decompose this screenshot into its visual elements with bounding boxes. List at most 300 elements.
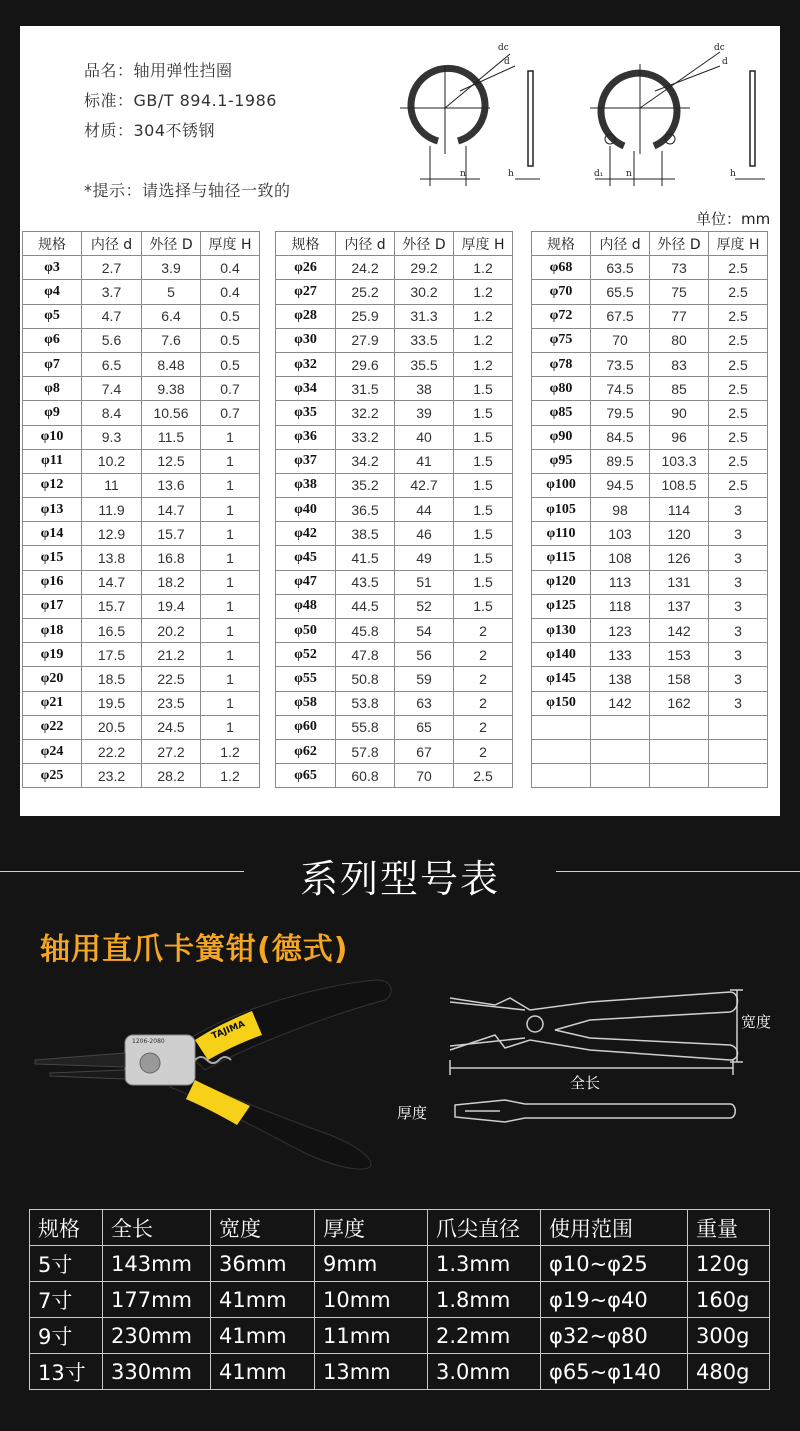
spec-value-cell: 41	[395, 449, 454, 473]
spec-value-cell: 47.8	[336, 643, 395, 667]
thickness-label: 厚度	[397, 1104, 428, 1122]
models-cell: 230mm	[103, 1318, 211, 1354]
spec-value-cell: 0.5	[201, 304, 260, 328]
spec-value-cell: 138	[591, 667, 650, 691]
spec-value-cell: 3	[709, 546, 768, 570]
spec-row	[23, 377, 768, 401]
column-gap	[513, 522, 532, 546]
plier-dimension-drawing	[395, 980, 785, 1140]
spec-value-cell: 162	[650, 691, 709, 715]
models-cell: 9寸	[30, 1318, 103, 1354]
spec-value-cell: 1.2	[454, 328, 513, 352]
column-gap	[260, 522, 276, 546]
spec-value-cell: 24.5	[142, 715, 201, 739]
spec-value-cell: 44	[395, 498, 454, 522]
spec-value-cell: 2.5	[709, 304, 768, 328]
spec-row	[23, 304, 768, 328]
column-gap	[513, 715, 532, 739]
spec-size-cell: φ37	[276, 449, 336, 473]
spec-size-cell: φ130	[532, 619, 591, 643]
spec-size-cell	[532, 739, 591, 763]
spec-value-cell: 94.5	[591, 473, 650, 497]
models-cell: 9mm	[315, 1246, 428, 1282]
spec-value-cell: 11	[82, 473, 142, 497]
models-cell: 11mm	[315, 1318, 428, 1354]
spec-size-cell: φ58	[276, 691, 336, 715]
spec-value-cell: 1.5	[454, 546, 513, 570]
column-gap	[513, 739, 532, 763]
spec-size-cell: φ50	[276, 619, 336, 643]
spec-value-cell: 3	[709, 667, 768, 691]
spec-value-cell: 33.2	[336, 425, 395, 449]
spec-header-cell: 内径 d	[591, 232, 650, 256]
spec-row	[23, 546, 768, 570]
models-cell: φ65~φ140	[541, 1354, 688, 1390]
spec-value-cell: 2	[454, 619, 513, 643]
spec-size-cell: φ3	[23, 256, 82, 280]
spec-value-cell: 41.5	[336, 546, 395, 570]
column-gap	[260, 449, 276, 473]
spec-value-cell: 50.8	[336, 667, 395, 691]
spec-value-cell: 56	[395, 643, 454, 667]
spec-size-cell: φ115	[532, 546, 591, 570]
circlip-diagram-lug	[580, 36, 770, 201]
spec-size-cell: φ125	[532, 594, 591, 618]
spec-value-cell: 0.4	[201, 256, 260, 280]
spec-value-cell: 3.9	[142, 256, 201, 280]
spec-value-cell: 9.38	[142, 377, 201, 401]
spec-value-cell: 108	[591, 546, 650, 570]
models-cell: 36mm	[211, 1246, 315, 1282]
spec-size-cell	[532, 764, 591, 788]
models-cell: 7寸	[30, 1282, 103, 1318]
spec-size-cell: φ15	[23, 546, 82, 570]
spec-size-cell: φ9	[23, 401, 82, 425]
spec-value-cell: 2.5	[454, 764, 513, 788]
spec-row	[23, 352, 768, 376]
spec-value-cell: 16.5	[82, 619, 142, 643]
spec-value-cell: 23.2	[82, 764, 142, 788]
spec-value-cell: 103.3	[650, 449, 709, 473]
column-gap	[513, 667, 532, 691]
spec-size-cell: φ95	[532, 449, 591, 473]
spec-value-cell: 1.2	[454, 352, 513, 376]
spec-value-cell: 15.7	[82, 594, 142, 618]
models-row	[30, 1318, 770, 1354]
spec-header-cell: 内径 d	[336, 232, 395, 256]
label-h: h	[508, 169, 514, 179]
spec-value-cell: 7.4	[82, 377, 142, 401]
spec-size-cell: φ27	[276, 280, 336, 304]
models-header-cell: 全长	[103, 1210, 211, 1246]
label-dc: dc	[714, 43, 725, 53]
spec-size-cell: φ5	[23, 304, 82, 328]
column-gap	[260, 328, 276, 352]
models-header-cell: 规格	[30, 1210, 103, 1246]
spec-value-cell: 19.5	[82, 691, 142, 715]
spec-value-cell: 12.5	[142, 449, 201, 473]
spec-size-cell: φ16	[23, 570, 82, 594]
spec-value-cell: 2.5	[709, 401, 768, 425]
models-cell: 330mm	[103, 1354, 211, 1390]
spec-value-cell	[650, 764, 709, 788]
column-gap	[513, 449, 532, 473]
spec-header-cell: 厚度 H	[454, 232, 513, 256]
spec-value-cell: 5.6	[82, 328, 142, 352]
spec-size-cell: φ14	[23, 522, 82, 546]
spec-value-cell: 1	[201, 619, 260, 643]
spec-value-cell: 89.5	[591, 449, 650, 473]
spec-value-cell: 1	[201, 715, 260, 739]
label-d: d	[504, 57, 510, 67]
spec-value-cell: 1.5	[454, 401, 513, 425]
spec-value-cell: 43.5	[336, 570, 395, 594]
spec-value-cell: 16.8	[142, 546, 201, 570]
column-gap	[260, 619, 276, 643]
spec-value-cell: 1.2	[454, 304, 513, 328]
spec-value-cell: 1.5	[454, 570, 513, 594]
column-gap	[513, 256, 532, 280]
spec-value-cell: 77	[650, 304, 709, 328]
column-gap	[260, 377, 276, 401]
spec-value-cell: 0.4	[201, 280, 260, 304]
spec-value-cell: 39	[395, 401, 454, 425]
spec-value-cell: 15.7	[142, 522, 201, 546]
spec-value-cell: 55.8	[336, 715, 395, 739]
spec-value-cell	[709, 739, 768, 763]
length-label: 全长	[570, 1074, 601, 1092]
spec-value-cell: 18.2	[142, 570, 201, 594]
spec-size-cell: φ30	[276, 328, 336, 352]
spec-value-cell	[709, 715, 768, 739]
spec-size-cell: φ13	[23, 498, 82, 522]
unit-label: 单位：mm	[696, 210, 771, 228]
models-cell: φ32~φ80	[541, 1318, 688, 1354]
spec-value-cell: 11.5	[142, 425, 201, 449]
column-gap	[260, 232, 276, 256]
spec-value-cell: 4.7	[82, 304, 142, 328]
spec-value-cell: 11.9	[82, 498, 142, 522]
label-d: d	[722, 57, 728, 67]
spec-value-cell: 75	[650, 280, 709, 304]
column-gap	[260, 691, 276, 715]
spec-value-cell: 80	[650, 328, 709, 352]
spec-value-cell: 158	[650, 667, 709, 691]
spec-value-cell	[709, 764, 768, 788]
models-cell: 41mm	[211, 1354, 315, 1390]
section-title: 系列型号表	[299, 857, 500, 901]
spec-value-cell: 3	[709, 691, 768, 715]
spec-size-cell	[532, 715, 591, 739]
column-gap	[260, 352, 276, 376]
spec-value-cell: 1.5	[454, 377, 513, 401]
column-gap	[513, 425, 532, 449]
spec-value-cell: 73.5	[591, 352, 650, 376]
models-cell: 2.2mm	[428, 1318, 541, 1354]
spec-value-cell: 3	[709, 570, 768, 594]
spec-panel	[20, 26, 780, 816]
spec-value-cell: 59	[395, 667, 454, 691]
spec-value-cell: 1	[201, 522, 260, 546]
spec-value-cell	[650, 739, 709, 763]
spec-value-cell: 74.5	[591, 377, 650, 401]
column-gap	[513, 352, 532, 376]
spec-size-cell: φ26	[276, 256, 336, 280]
column-gap	[513, 570, 532, 594]
spec-value-cell: 46	[395, 522, 454, 546]
spec-value-cell: 19.4	[142, 594, 201, 618]
spec-value-cell: 2.5	[709, 449, 768, 473]
spec-value-cell: 1.2	[454, 280, 513, 304]
spec-value-cell: 142	[591, 691, 650, 715]
spec-value-cell: 1	[201, 570, 260, 594]
spec-row	[23, 739, 768, 763]
spec-value-cell: 38	[395, 377, 454, 401]
spec-value-cell: 1	[201, 546, 260, 570]
spec-value-cell: 8.4	[82, 401, 142, 425]
spec-size-cell: φ21	[23, 691, 82, 715]
spec-header-row	[23, 232, 768, 256]
column-gap	[513, 691, 532, 715]
spec-value-cell: 45.8	[336, 619, 395, 643]
spec-size-cell: φ55	[276, 667, 336, 691]
spec-value-cell: 3	[709, 594, 768, 618]
spec-value-cell: 35.5	[395, 352, 454, 376]
spec-value-cell: 0.7	[201, 401, 260, 425]
spec-value-cell: 25.2	[336, 280, 395, 304]
models-cell: 3.0mm	[428, 1354, 541, 1390]
spec-size-cell: φ38	[276, 473, 336, 497]
spec-size-cell: φ72	[532, 304, 591, 328]
models-header-row	[30, 1210, 770, 1246]
circlip-spec-table	[22, 231, 768, 788]
spec-value-cell: 14.7	[142, 498, 201, 522]
spec-value-cell: 57.8	[336, 739, 395, 763]
spec-size-cell: φ105	[532, 498, 591, 522]
spec-value-cell: 65.5	[591, 280, 650, 304]
spec-value-cell: 53.8	[336, 691, 395, 715]
spec-row	[23, 667, 768, 691]
spec-header-cell: 外径 D	[142, 232, 201, 256]
spec-value-cell: 73	[650, 256, 709, 280]
spec-row	[23, 449, 768, 473]
spec-value-cell: 0.7	[201, 377, 260, 401]
spec-value-cell: 18.5	[82, 667, 142, 691]
spec-value-cell: 3.7	[82, 280, 142, 304]
spec-value-cell: 1	[201, 473, 260, 497]
models-cell: 480g	[688, 1354, 770, 1390]
spec-size-cell: φ24	[23, 739, 82, 763]
models-cell: 1.3mm	[428, 1246, 541, 1282]
spec-value-cell: 49	[395, 546, 454, 570]
models-cell: 10mm	[315, 1282, 428, 1318]
models-cell: 13mm	[315, 1354, 428, 1390]
spec-value-cell: 2.5	[709, 256, 768, 280]
spec-row	[23, 643, 768, 667]
spec-value-cell: 65	[395, 715, 454, 739]
spec-row	[23, 594, 768, 618]
spec-value-cell: 153	[650, 643, 709, 667]
column-gap	[260, 570, 276, 594]
spec-row	[23, 522, 768, 546]
label-d1: d₁	[594, 169, 604, 179]
spec-value-cell: 142	[650, 619, 709, 643]
spec-row	[23, 570, 768, 594]
spec-value-cell: 44.5	[336, 594, 395, 618]
spec-row	[23, 256, 768, 280]
models-row	[30, 1246, 770, 1282]
models-cell: 13寸	[30, 1354, 103, 1390]
spec-size-cell: φ7	[23, 352, 82, 376]
models-cell: 5寸	[30, 1246, 103, 1282]
spec-value-cell: 63	[395, 691, 454, 715]
spec-value-cell: 1.2	[201, 739, 260, 763]
spec-size-cell: φ100	[532, 473, 591, 497]
column-gap	[260, 256, 276, 280]
spec-header-cell: 内径 d	[82, 232, 142, 256]
spec-value-cell: 1.5	[454, 522, 513, 546]
spec-value-cell: 14.7	[82, 570, 142, 594]
spec-size-cell: φ6	[23, 328, 82, 352]
spec-value-cell: 103	[591, 522, 650, 546]
column-gap	[260, 643, 276, 667]
spec-value-cell: 31.3	[395, 304, 454, 328]
spec-value-cell	[650, 715, 709, 739]
spec-value-cell: 2	[454, 667, 513, 691]
spec-value-cell: 1	[201, 425, 260, 449]
spec-value-cell: 5	[142, 280, 201, 304]
spec-value-cell: 8.48	[142, 352, 201, 376]
spec-value-cell: 1	[201, 594, 260, 618]
spec-value-cell: 120	[650, 522, 709, 546]
spec-value-cell: 21.2	[142, 643, 201, 667]
spec-row	[23, 764, 768, 788]
spec-value-cell: 20.5	[82, 715, 142, 739]
spec-value-cell: 35.2	[336, 473, 395, 497]
spec-size-cell: φ70	[532, 280, 591, 304]
spec-header-cell: 厚度 H	[201, 232, 260, 256]
spec-row	[23, 619, 768, 643]
spec-value-cell	[591, 715, 650, 739]
spec-value-cell: 34.2	[336, 449, 395, 473]
spec-value-cell: 113	[591, 570, 650, 594]
spec-value-cell: 29.2	[395, 256, 454, 280]
models-cell: 1.8mm	[428, 1282, 541, 1318]
models-cell: 143mm	[103, 1246, 211, 1282]
spec-size-cell: φ80	[532, 377, 591, 401]
spec-value-cell: 137	[650, 594, 709, 618]
spec-value-cell: 108.5	[650, 473, 709, 497]
spec-row	[23, 715, 768, 739]
column-gap	[513, 304, 532, 328]
spec-value-cell: 25.9	[336, 304, 395, 328]
models-header-cell: 重量	[688, 1210, 770, 1246]
column-gap	[513, 401, 532, 425]
spec-value-cell: 32.2	[336, 401, 395, 425]
spec-value-cell: 60.8	[336, 764, 395, 788]
spec-value-cell: 1.5	[454, 425, 513, 449]
spec-value-cell: 79.5	[591, 401, 650, 425]
spec-size-cell: φ42	[276, 522, 336, 546]
spec-size-cell: φ45	[276, 546, 336, 570]
spec-value-cell: 42.7	[395, 473, 454, 497]
spec-size-cell: φ17	[23, 594, 82, 618]
spec-value-cell: 2.5	[709, 280, 768, 304]
models-cell: 177mm	[103, 1282, 211, 1318]
spec-value-cell: 114	[650, 498, 709, 522]
spec-size-cell: φ34	[276, 377, 336, 401]
spec-value-cell: 1	[201, 643, 260, 667]
models-row	[30, 1282, 770, 1318]
models-cell: 41mm	[211, 1282, 315, 1318]
column-gap	[260, 498, 276, 522]
spec-value-cell: 29.6	[336, 352, 395, 376]
plier-photo	[30, 975, 400, 1175]
spec-row	[23, 498, 768, 522]
spec-value-cell	[591, 764, 650, 788]
spec-value-cell: 6.4	[142, 304, 201, 328]
column-gap	[513, 232, 532, 256]
product-name: 品名：轴用弹性挡圈	[84, 61, 233, 80]
spec-value-cell: 1	[201, 667, 260, 691]
column-gap	[513, 643, 532, 667]
spec-value-cell: 70	[395, 764, 454, 788]
spec-size-cell: φ12	[23, 473, 82, 497]
column-gap	[513, 498, 532, 522]
spec-value-cell: 33.5	[395, 328, 454, 352]
spec-value-cell: 36.5	[336, 498, 395, 522]
spec-row	[23, 691, 768, 715]
spec-value-cell: 67	[395, 739, 454, 763]
spec-value-cell: 118	[591, 594, 650, 618]
spec-size-cell: φ120	[532, 570, 591, 594]
models-cell: φ10~φ25	[541, 1246, 688, 1282]
spec-value-cell: 2.7	[82, 256, 142, 280]
spec-value-cell: 70	[591, 328, 650, 352]
spec-value-cell: 3	[709, 619, 768, 643]
spec-value-cell: 84.5	[591, 425, 650, 449]
spec-value-cell: 40	[395, 425, 454, 449]
spec-value-cell: 20.2	[142, 619, 201, 643]
product-title: 轴用直爪卡簧钳(德式)	[40, 932, 349, 967]
spec-size-cell: φ4	[23, 280, 82, 304]
spec-size-cell: φ32	[276, 352, 336, 376]
spec-size-cell: φ65	[276, 764, 336, 788]
spec-value-cell: 28.2	[142, 764, 201, 788]
spec-header-cell: 外径 D	[650, 232, 709, 256]
spec-value-cell: 0.5	[201, 352, 260, 376]
spec-size-cell: φ18	[23, 619, 82, 643]
models-cell: 300g	[688, 1318, 770, 1354]
spec-value-cell: 27.2	[142, 739, 201, 763]
column-gap	[513, 473, 532, 497]
spec-size-cell: φ36	[276, 425, 336, 449]
label-n: n	[626, 169, 632, 179]
spec-value-cell: 2.5	[709, 328, 768, 352]
column-gap	[260, 739, 276, 763]
spec-row	[23, 328, 768, 352]
spec-size-cell: φ48	[276, 594, 336, 618]
spec-value-cell: 13.6	[142, 473, 201, 497]
column-gap	[260, 401, 276, 425]
spec-value-cell: 2.5	[709, 473, 768, 497]
spec-value-cell: 13.8	[82, 546, 142, 570]
spec-value-cell: 10.56	[142, 401, 201, 425]
spec-value-cell: 9.3	[82, 425, 142, 449]
spec-value-cell: 6.5	[82, 352, 142, 376]
column-gap	[513, 280, 532, 304]
spec-value-cell: 1.2	[201, 764, 260, 788]
